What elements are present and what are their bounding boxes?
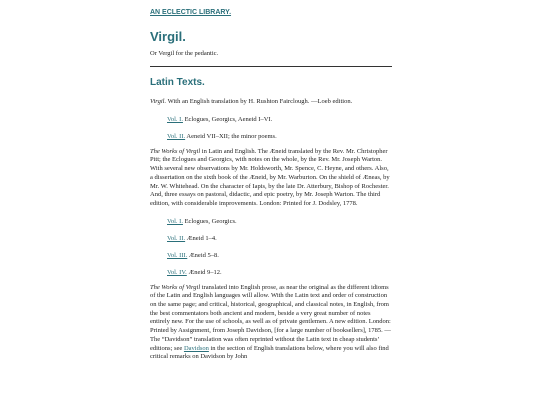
volume-link[interactable]: Vol. I. (167, 217, 183, 225)
volume-list (150, 116, 392, 141)
page-title: Virgil. (150, 29, 186, 44)
volume-link[interactable]: Vol. III. (167, 251, 188, 259)
volume-desc: Eclogues, Georgics, Aeneid I–VI. (182, 115, 273, 123)
volume-item (167, 252, 392, 260)
volume-desc: Aeneid VII–XII; the minor poems. (185, 132, 277, 140)
volume-desc: Æneid 5–8. (187, 251, 219, 259)
entry-text: in the section of English translations below, where you will also find critical remarks on Davidson by John (150, 344, 389, 361)
entry-title: The Works of Virgil (150, 283, 201, 291)
bibliography-entry (150, 98, 392, 107)
site-title-link[interactable]: AN ECLECTIC LIBRARY. (150, 9, 232, 16)
bibliography-entry (150, 148, 392, 209)
volume-link[interactable]: Vol. II. (167, 234, 186, 242)
content-column (150, 8, 392, 362)
volume-link[interactable]: Vol. IV. (167, 268, 187, 276)
page-subtitle: Or Vergil for the pedantic. (150, 50, 219, 57)
entry-title: Virgil. (150, 98, 167, 105)
cross-reference-link[interactable]: Davidson (183, 344, 209, 352)
volume-item (167, 116, 392, 124)
volume-desc: Æneid 1–4. (185, 234, 217, 242)
bibliography-entry (150, 284, 392, 362)
volume-item (167, 269, 392, 277)
volume-desc: Eclogues, Georgics. (182, 217, 237, 225)
volume-desc: Æneid 9–12. (186, 268, 222, 276)
volume-item (167, 133, 392, 141)
volume-item (167, 235, 392, 243)
entry-text: With an English translation by H. Rushton Fairclough. —Loeb edition. (166, 98, 353, 105)
volume-item (167, 218, 392, 226)
volume-link[interactable]: Vol. I. (167, 115, 183, 123)
section-title-latin-texts: Latin Texts. (150, 77, 205, 88)
volume-list (150, 218, 392, 277)
entry-title: The Works of Virgil (150, 147, 201, 155)
entry-text: translated into English prose, as near the original as the different idioms of the Latin and English languages will allow. With the Latin text and order of construction on the same page; and critical, historical, geographical, and classical notes, in English, from the best commentators both ancient and modern, beside a very great number of notes entirely new. For the use of schools, as well as of private gentlemen. A new edition. London: Printed by Assignment, from Joseph Davidson, [for a large number of booksellers], 1785. —The “Davidson” translation was often reprinted without the Latin text in cheap students’ editions; see (150, 283, 391, 352)
entry-text: in Latin and English. The Æneid translated by the Rev. Mr. Christopher Pitt; the Eclogues and Georgics, with notes on the whole, by the Rev. Mr. Joseph Warton. With several new observations by Mr. Holdsworth, Mr. Spence, C. Heyne, and others. Also, a dissertation on the sixth book of the Æneid, by Mr. Warburton. On the shield of Æneas, by Mr. W. Whitehead. On the character of Iapis, by the late Dr. Atterbury, Bishop of Rochester. And, three essays on pastoral, didactic, and epic poetry, by Mr. Joseph Warton. The third edition, with considerable improvements. London: Printed for J. Dodsley, 1778. (150, 147, 390, 207)
volume-link[interactable]: Vol. II. (167, 132, 186, 140)
divider (150, 66, 392, 67)
